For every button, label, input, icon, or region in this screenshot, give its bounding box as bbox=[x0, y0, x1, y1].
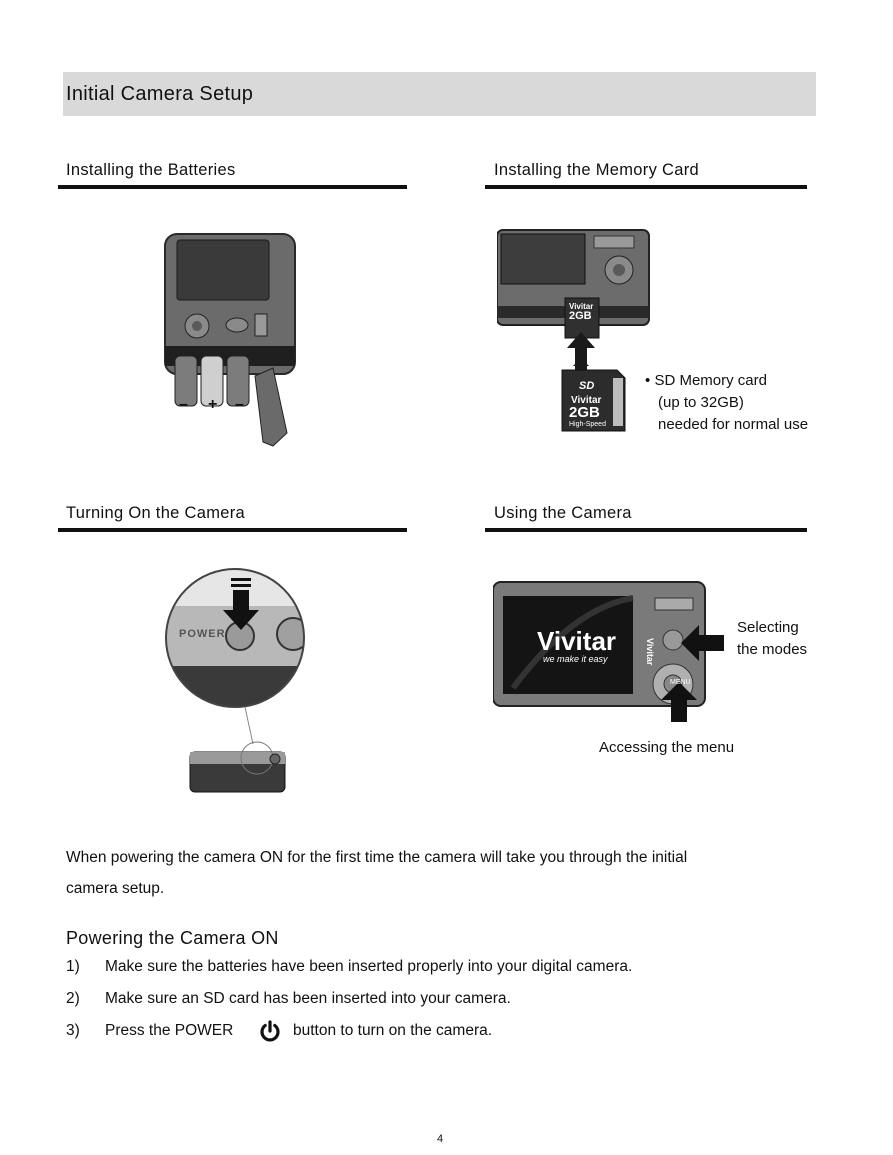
heading-installing-memory-card: Installing the Memory Card bbox=[494, 161, 699, 179]
card-logo-text: SD bbox=[579, 380, 595, 392]
section-banner bbox=[63, 72, 816, 116]
heading-installing-batteries: Installing the Batteries bbox=[66, 161, 236, 179]
intro-line-1: When powering the camera ON for the first time the camera will take you through the initial bbox=[66, 849, 688, 866]
memory-card-note: • SD Memory card (up to 32GB) needed for normal use bbox=[645, 372, 809, 433]
battery-install-illustration bbox=[155, 228, 305, 453]
power-button-label: POWER bbox=[179, 628, 226, 640]
camera-side-brand: Vivitar bbox=[645, 638, 655, 666]
step-text: button to turn on the camera. bbox=[293, 1022, 493, 1039]
powering-heading: Powering the Camera ON bbox=[66, 928, 279, 948]
step-number: 2) bbox=[66, 990, 80, 1007]
step-number: 3) bbox=[66, 1022, 80, 1039]
dial-label: MENU bbox=[670, 679, 691, 686]
step-text: Make sure the batteries have been inserted properly into your digital camera. bbox=[105, 958, 633, 975]
card-size-text: 2GB bbox=[569, 404, 600, 421]
screen-brand-text: Vivitar bbox=[537, 626, 617, 656]
step-text: Press the POWER bbox=[105, 1022, 234, 1039]
card-brand-text: Vivitar bbox=[569, 302, 594, 311]
intro-line-2: camera setup. bbox=[66, 880, 165, 897]
card-speed-text: High-Speed bbox=[569, 421, 606, 428]
step-text: Make sure an SD card has been inserted into your camera. bbox=[105, 990, 511, 1007]
bullet-icon: • bbox=[645, 372, 651, 389]
camera-back-illustration bbox=[493, 578, 728, 730]
card-size-text: 2GB bbox=[569, 310, 592, 322]
page-title: Initial Camera Setup bbox=[66, 83, 254, 105]
heading-using-camera: Using the Camera bbox=[494, 504, 632, 522]
battery-polarity-label: – bbox=[179, 396, 188, 413]
heading-rule bbox=[485, 528, 807, 532]
step-number: 1) bbox=[66, 958, 80, 975]
page-number: 4 bbox=[437, 1133, 444, 1145]
battery-polarity-label: – bbox=[235, 396, 244, 413]
memory-card-illustration bbox=[497, 228, 652, 433]
label-accessing-menu: Accessing the menu bbox=[599, 739, 735, 756]
heading-rule bbox=[58, 528, 407, 532]
card-brand-text: Vivitar bbox=[571, 395, 602, 406]
heading-rule bbox=[485, 185, 807, 189]
screen-tagline-text: we make it easy bbox=[543, 654, 608, 664]
heading-rule bbox=[58, 185, 407, 189]
heading-turning-on-camera: Turning On the Camera bbox=[66, 504, 246, 522]
label-selecting-modes: Selecting the modes bbox=[737, 619, 808, 658]
power-icon bbox=[258, 1019, 282, 1043]
power-button-illustration bbox=[165, 566, 310, 798]
battery-polarity-label: + bbox=[208, 396, 218, 413]
